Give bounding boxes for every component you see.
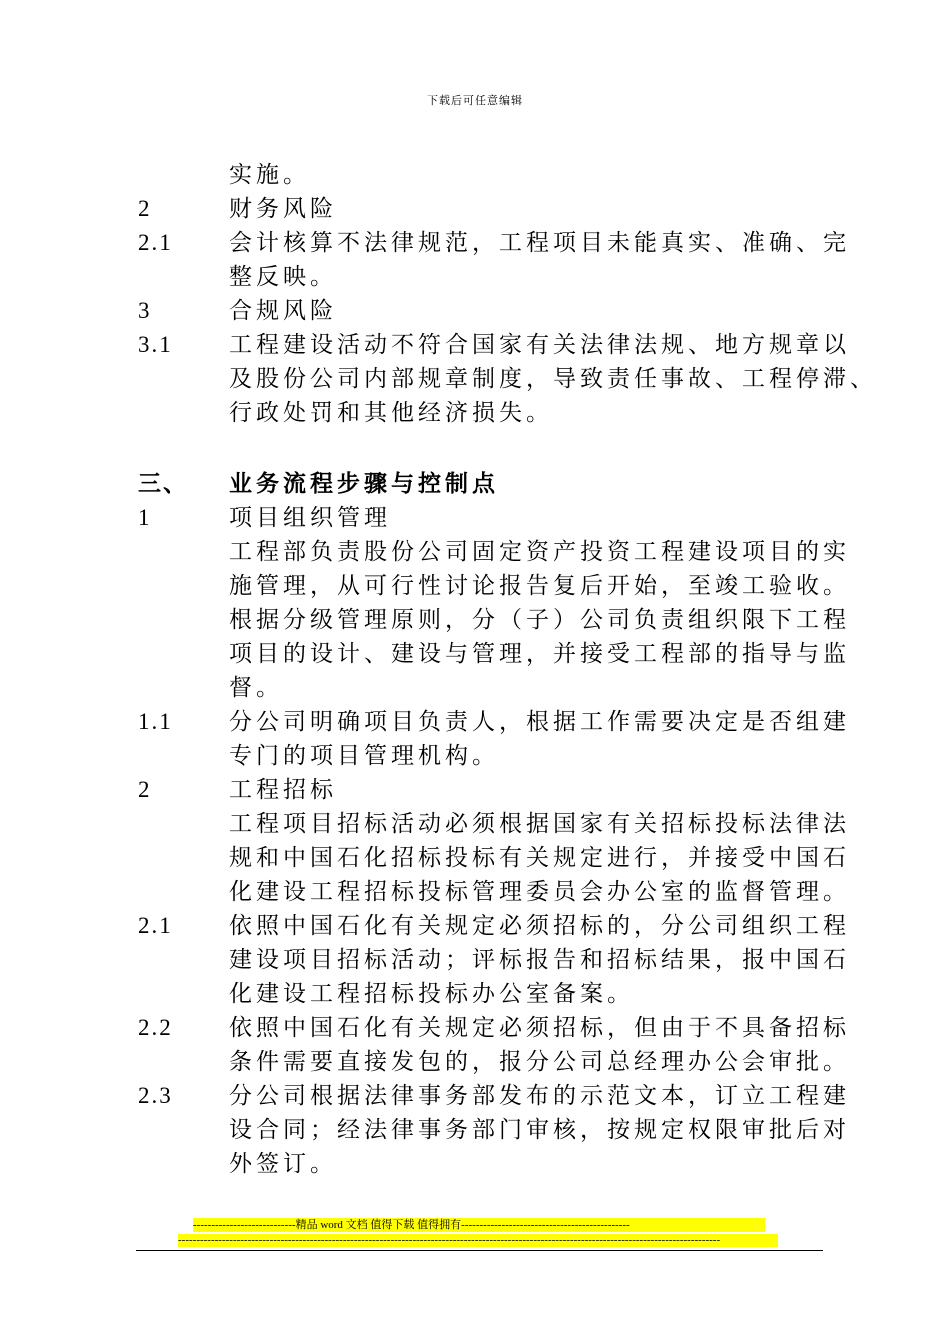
paragraph-line: 整反映。: [229, 264, 337, 290]
paragraph: [0, 158, 950, 192]
item-number: 1: [138, 505, 152, 530]
document-body: [0, 158, 950, 1181]
paragraph: [0, 501, 950, 535]
paragraph-line: 分公司根据法律事务部发布的示范文本，订立工程建: [229, 1083, 850, 1109]
paragraph: [0, 535, 950, 705]
paragraph: [0, 328, 950, 430]
paragraph-line: 及股份公司内部规章制度，导致责任事故、工程停滞、: [229, 366, 877, 392]
paragraph-line: 化建设工程招标投标办公室备案。: [229, 981, 634, 1007]
paragraph-line: 工程招标: [229, 777, 337, 803]
item-number: 1.1: [138, 709, 173, 734]
paragraph-line: 依照中国石化有关规定必须招标的，分公司组织工程: [229, 913, 850, 939]
paragraph-line: 化建设工程招标投标管理委员会办公室的监督管理。: [229, 879, 850, 905]
paragraph-line: 依照中国石化有关规定必须招标，但由于不具备招标: [229, 1015, 850, 1041]
paragraph-line: 条件需要直接发包的，报分公司总经理办公会审批。: [229, 1049, 850, 1075]
paragraph: [0, 909, 950, 1011]
paragraph-line: 设合同；经法律事务部门审核，按规定权限审批后对: [229, 1117, 850, 1143]
paragraph-line: 建设项目招标活动；评标报告和招标结果，报中国石: [229, 947, 850, 973]
paragraph-line: 外签订。: [229, 1151, 337, 1177]
paragraph: [0, 807, 950, 909]
process-section: [0, 501, 950, 1181]
paragraph: [0, 294, 950, 328]
paragraph-line: 实施。: [229, 162, 310, 188]
paragraph: [0, 705, 950, 773]
item-number: 2.3: [138, 1083, 173, 1108]
paragraph-line: 工程部负责股份公司固定资产投资工程建设项目的实: [229, 539, 850, 565]
footer-rule: [136, 1250, 823, 1251]
footer-dashes: ----------------------------------------------------------------------------------------------------------------------------------------------------: [178, 1234, 778, 1247]
paragraph: [0, 226, 950, 294]
paragraph-line: 项目组织管理: [229, 505, 391, 531]
paragraph: [0, 192, 950, 226]
item-number: 2.1: [138, 230, 173, 255]
paragraph-line: 根据分级管理原则，分（子）公司负责组织限下工程: [229, 607, 850, 633]
risk-section: [0, 158, 950, 430]
paragraph-line: 行政处罚和其他经济损失。: [229, 400, 553, 426]
section-title: 业务流程步骤与控制点: [229, 470, 499, 497]
item-number: 2: [138, 777, 152, 802]
item-number: 3: [138, 298, 152, 323]
paragraph-line: 规和中国石化招标投标有关规定进行，并接受中国石: [229, 845, 850, 871]
paragraph-line: 专门的项目管理机构。: [229, 743, 499, 769]
paragraph-line: 工程建设活动不符合国家有关法律法规、地方规章以: [229, 332, 850, 358]
footer-banner: ----------------------------精品 word 文档 值得下载 值得拥有----------------------------------------------: [193, 1218, 765, 1232]
section-number: 三、: [138, 470, 188, 497]
item-number: 2: [138, 196, 152, 221]
paragraph: [0, 1011, 950, 1079]
paragraph: [0, 773, 950, 807]
paragraph-line: 工程项目招标活动必须根据国家有关招标投标法律法: [229, 811, 850, 837]
paragraph-line: 施管理，从可行性讨论报告复后开始，至竣工验收。: [229, 573, 850, 599]
item-number: 2.1: [138, 913, 173, 938]
item-number: 3.1: [138, 332, 173, 357]
paragraph-line: 分公司明确项目负责人，根据工作需要决定是否组建: [229, 709, 850, 735]
paragraph-line: 会计核算不法律规范，工程项目未能真实、准确、完: [229, 230, 850, 256]
paragraph-line: 督。: [229, 675, 283, 701]
paragraph-line: 项目的设计、建设与管理，并接受工程部的指导与监: [229, 641, 850, 667]
paragraph-line: 财务风险: [229, 196, 337, 222]
page-header: 下载后可任意编辑: [427, 94, 523, 107]
paragraph: [0, 1079, 950, 1181]
section-heading: [0, 467, 950, 501]
paragraph-line: 合规风险: [229, 298, 337, 324]
item-number: 2.2: [138, 1015, 173, 1040]
